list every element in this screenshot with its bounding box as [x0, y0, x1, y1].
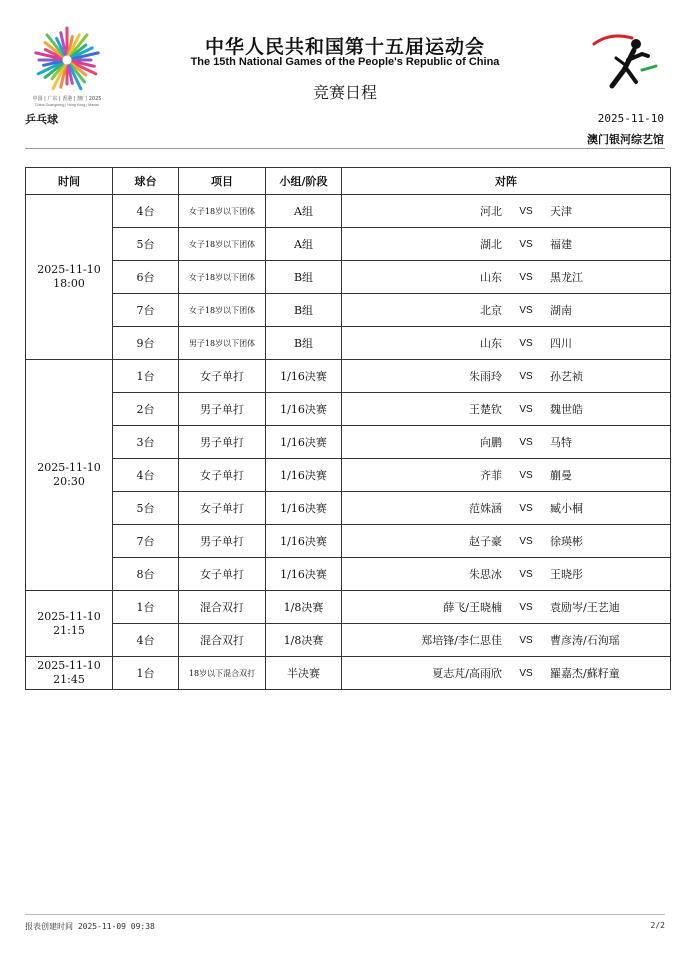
matchup-vs: VS — [519, 469, 533, 481]
matchup-cell — [342, 624, 671, 657]
matchup-left: 齐菲 — [480, 469, 502, 482]
stage-name: B组 — [266, 261, 342, 294]
event-name: 女子18岁以下团体 — [179, 261, 266, 294]
event-name: 女子18岁以下团体 — [179, 294, 266, 327]
stage-name: 1/8决赛 — [266, 591, 342, 624]
event-name: 男子单打 — [179, 393, 266, 426]
page-title-en: The 15th National Games of the People's Republic of China — [190, 56, 500, 68]
schedule-date: 2025-11-10 — [597, 112, 664, 125]
header-table: 球台 — [113, 168, 179, 195]
header-stage: 小组/阶段 — [266, 168, 342, 195]
matchup-right: 蒯曼 — [550, 469, 572, 482]
matchup-vs: VS — [519, 634, 533, 646]
matchup-left: 范姝涵 — [469, 502, 502, 515]
venue-name: 澳门银河综艺馆 — [587, 133, 664, 146]
stage-name: A组 — [266, 228, 342, 261]
matchup-cell — [342, 195, 671, 228]
event-name: 18岁以下混合双打 — [179, 657, 266, 690]
table-row — [26, 327, 671, 360]
logo-caption-en: China·Guangdong | Hong Kong | Macao — [34, 103, 100, 107]
matchup-left: 薛飞/王晓楠 — [443, 601, 502, 614]
matchup-right: 孙艺祯 — [550, 370, 583, 383]
matchup-left: 山东 — [480, 337, 502, 350]
table-number: 8台 — [113, 558, 179, 591]
matchup-vs: VS — [519, 436, 533, 448]
event-name: 男子18岁以下团体 — [179, 327, 266, 360]
event-name: 女子单打 — [179, 360, 266, 393]
table-number: 2台 — [113, 393, 179, 426]
event-name: 混合双打 — [179, 624, 266, 657]
table-number: 1台 — [113, 657, 179, 690]
header-divider — [25, 148, 665, 149]
table-header-row — [26, 168, 671, 195]
matchup-cell — [342, 492, 671, 525]
matchup-left: 河北 — [480, 205, 502, 218]
header-time: 时间 — [26, 168, 113, 195]
table-number: 5台 — [113, 492, 179, 525]
matchup-right: 臧小桐 — [550, 502, 583, 515]
stage-name: A组 — [266, 195, 342, 228]
matchup-left: 赵子豪 — [469, 535, 502, 548]
match-date: 2025-11-10 — [37, 659, 101, 672]
time-cell — [26, 591, 113, 657]
matchup-right: 曹彦涛/石洵瑶 — [550, 634, 620, 647]
table-row — [26, 459, 671, 492]
matchup-right: 四川 — [550, 337, 572, 350]
table-row — [26, 591, 671, 624]
matchup-vs: VS — [519, 601, 533, 613]
table-number: 4台 — [113, 195, 179, 228]
table-row — [26, 294, 671, 327]
event-name: 男子单打 — [179, 525, 266, 558]
matchup-right: 黑龙江 — [550, 271, 583, 284]
schedule-table — [25, 167, 671, 690]
matchup-cell — [342, 393, 671, 426]
matchup-vs: VS — [519, 337, 533, 349]
matchup-left: 郑培锋/李仁思佳 — [421, 634, 502, 647]
match-time: 20:30 — [53, 475, 85, 488]
matchup-right: 魏世皓 — [550, 403, 583, 416]
table-row — [26, 261, 671, 294]
table-number: 3台 — [113, 426, 179, 459]
matchup-right: 袁励岑/王艺迪 — [550, 601, 620, 614]
table-row — [26, 360, 671, 393]
table-number: 5台 — [113, 228, 179, 261]
matchup-left: 湖北 — [480, 238, 502, 251]
matchup-left: 山东 — [480, 271, 502, 284]
event-name: 男子单打 — [179, 426, 266, 459]
header-matchup: 对阵 — [342, 168, 671, 195]
stage-name: 1/16决赛 — [266, 525, 342, 558]
matchup-vs: VS — [519, 502, 533, 514]
event-name: 女子18岁以下团体 — [179, 228, 266, 261]
stage-name: 1/16决赛 — [266, 426, 342, 459]
table-number: 4台 — [113, 624, 179, 657]
table-number: 7台 — [113, 525, 179, 558]
table-number: 7台 — [113, 294, 179, 327]
matchup-vs: VS — [519, 304, 533, 316]
matchup-vs: VS — [519, 238, 533, 250]
event-name: 混合双打 — [179, 591, 266, 624]
stage-name: B组 — [266, 294, 342, 327]
matchup-vs: VS — [519, 271, 533, 283]
stage-name: 1/16决赛 — [266, 492, 342, 525]
matchup-cell — [342, 459, 671, 492]
matchup-cell — [342, 525, 671, 558]
table-row — [26, 426, 671, 459]
matchup-cell — [342, 360, 671, 393]
matchup-cell — [342, 657, 671, 690]
match-time: 18:00 — [53, 277, 85, 290]
match-date: 2025-11-10 — [37, 461, 101, 474]
table-number: 1台 — [113, 591, 179, 624]
table-number: 4台 — [113, 459, 179, 492]
matchup-vs: VS — [519, 667, 533, 679]
table-row — [26, 492, 671, 525]
matchup-left: 北京 — [480, 304, 502, 317]
matchup-right: 湖南 — [550, 304, 572, 317]
time-cell — [26, 195, 113, 360]
logo-caption: 中国 | 广东 | 香港 | 澳门 2025 — [32, 96, 102, 102]
matchup-right: 福建 — [550, 238, 572, 251]
page-title: 中华人民共和国第十五届运动会 — [204, 36, 485, 58]
matchup-right: 王晓彤 — [550, 568, 583, 581]
event-name: 女子单打 — [179, 492, 266, 525]
event-name: 女子单打 — [179, 558, 266, 591]
matchup-vs: VS — [519, 568, 533, 580]
matchup-cell — [342, 228, 671, 261]
table-row — [26, 228, 671, 261]
event-name: 女子单打 — [179, 459, 266, 492]
table-number: 6台 — [113, 261, 179, 294]
matchup-vs: VS — [519, 535, 533, 547]
table-row — [26, 657, 671, 690]
matchup-cell — [342, 327, 671, 360]
schedule-subtitle: 竞赛日程 — [312, 83, 377, 102]
matchup-right: 徐瑛彬 — [550, 535, 583, 548]
matchup-left: 夏志芃/高雨欣 — [432, 667, 502, 680]
matchup-cell — [342, 261, 671, 294]
time-cell — [26, 360, 113, 591]
table-number: 9台 — [113, 327, 179, 360]
matchup-vs: VS — [519, 403, 533, 415]
time-cell — [26, 657, 113, 690]
matchup-left: 向鹏 — [480, 436, 502, 449]
matchup-cell — [342, 426, 671, 459]
page-number: 2/2 — [650, 921, 665, 930]
stage-name: 1/16决赛 — [266, 459, 342, 492]
matchup-cell — [342, 591, 671, 624]
matchup-left: 朱思冰 — [469, 568, 502, 581]
footer-divider — [25, 914, 665, 915]
table-row — [26, 525, 671, 558]
table-row — [26, 195, 671, 228]
matchup-vs: VS — [519, 370, 533, 382]
match-date: 2025-11-10 — [37, 609, 101, 623]
match-date: 2025-11-10 — [37, 263, 101, 276]
stage-name: 1/8决赛 — [266, 624, 342, 657]
matchup-cell — [342, 558, 671, 591]
matchup-left: 朱雨玲 — [469, 370, 502, 383]
matchup-right: 马特 — [550, 436, 572, 449]
matchup-right: 羅嘉杰/蘇籽童 — [550, 667, 620, 680]
sport-name: 乒乓球 — [25, 113, 58, 126]
report-created-time: 报表创建时间 2025-11-09 09:38 — [25, 922, 155, 931]
match-time: 21:15 — [53, 623, 85, 637]
stage-name: 1/16决赛 — [266, 393, 342, 426]
header-event: 项目 — [179, 168, 266, 195]
stage-name: B组 — [266, 327, 342, 360]
stage-name: 1/16决赛 — [266, 360, 342, 393]
matchup-left: 王楚钦 — [469, 403, 502, 416]
stage-name: 1/16决赛 — [266, 558, 342, 591]
matchup-vs: VS — [519, 205, 533, 217]
matchup-right: 天津 — [550, 205, 572, 218]
stage-name: 半决赛 — [266, 657, 342, 690]
matchup-cell — [342, 294, 671, 327]
event-name: 女子18岁以下团体 — [179, 195, 266, 228]
table-row — [26, 393, 671, 426]
table-row — [26, 558, 671, 591]
table-row — [26, 624, 671, 657]
table-number: 1台 — [113, 360, 179, 393]
match-time: 21:45 — [53, 673, 85, 686]
